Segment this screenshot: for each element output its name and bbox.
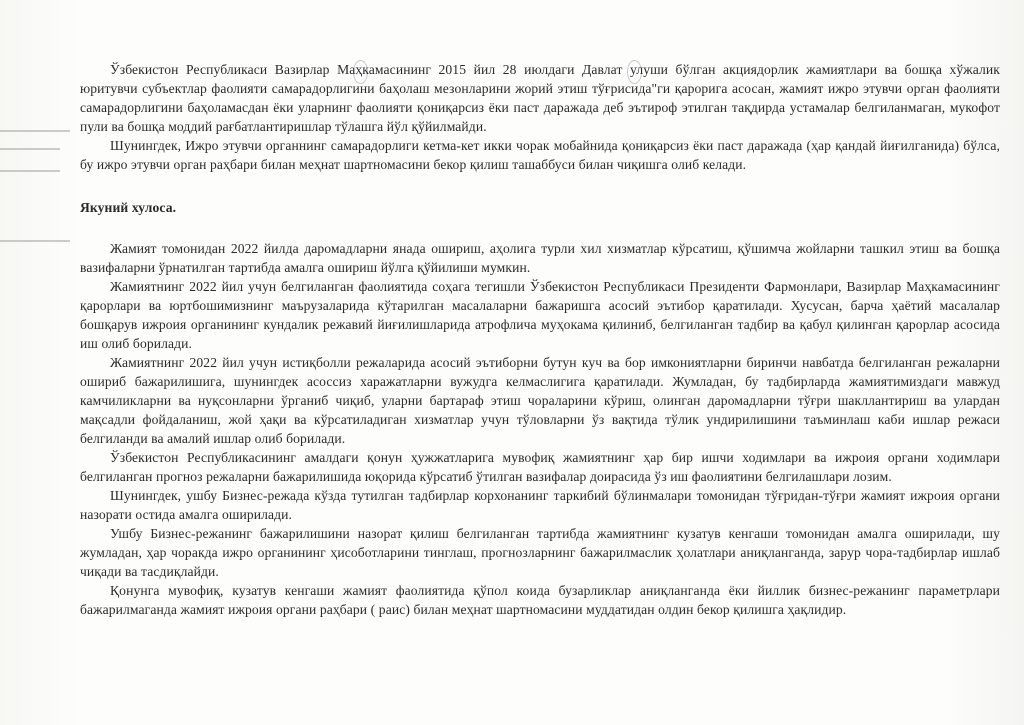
section-heading: Якуний хулоса. — [80, 200, 177, 215]
conclusion-paragraph-1: Жамият томонидан 2022 йилда даромадларни янада ошириш, аҳолига турли хил хизматлар кўрсатиш, қўшимча жойларни ташкил этиш ва бошқа вазифаларни ўрнатилган тартибда амалга ошириш йўлга қўйилиши мумкин. — [80, 241, 1000, 275]
scan-artifact-mark — [0, 170, 60, 172]
intro-paragraph-1: Ўзбекистон Республикаси Вазирлар Маҳкамасининг 2015 йил 28 июлдаги Давлат улуши бўлган акциядорлик жамиятлари ва бошқа хўжалик юритувчи субъектлар фаолияти самарадорлигини баҳолаш мезонларини жорий этиш тўғрисида"ги қарорига асосан, жамият ижро этувчи орган фаолияти самарадорлигини баҳоламасдан ёки уларнинг фаолияти қониқарсиз ёки паст даражада деб эътироф этилган тақдирда устамалар белгиланмаган, мукофот пули ва бошқа моддий рағбатлантиришлар тўлашга йўл қўйилмайди. — [80, 62, 1000, 134]
conclusion-paragraph-6: Ушбу Бизнес-режанинг бажарилишини назорат қилиш белгиланган тартибда жамиятнинг кузатув кенгаши томонидан амалга оширилади, шу жумладан, ҳар чоракда ижро органининг ҳисоботларини тинглаш, прогнозларнинг бажарилмаслик ҳолатлари аниқланганда, зарур чора-тадбирлар ишлаб чиқади ва тасдиқлайди. — [80, 526, 1000, 579]
conclusion-paragraph-3: Жамиятнинг 2022 йил учун истиқболли режаларида асосий эътиборни бутун куч ва бор имкониятларни биринчи навбатда белгиланган режаларни ошириб бажарилишига, шунингдек асоссиз харажатларни вужудга келмаслигига қаратилади. Жумладан, бу тадбирларда жамиятимиздаги мавжуд камчиликларни ва нуқсонларни ўрганиб чиқиб, уларни бартараф этиш чораларини кўриш, олинган даромадларни тўғри шакллантириш ва улардан мақсадли фойдаланиш, жой ҳақи ва кўрсатиладиган хизматлар учун тўловларни ўз вақтида тўлик ундирилишини таъминлаш каби ишлар режаси белгиланди ва амалий ишлар олиб борилади. — [80, 355, 1000, 446]
scan-artifact-mark — [0, 240, 70, 242]
scan-artifact-mark — [0, 148, 60, 150]
conclusion-paragraph-2: Жамиятнинг 2022 йил учун белгиланган фаолиятида соҳага тегишли Ўзбекистон Республикаси Президенти Фармонлари, Вазирлар Маҳкамасининг қарорлари ва юртбошимизнинг маърузаларида кўтарилган масалаларни бажаришга асосий эътибор қаратилади. Хусусан, барча ҳаётий масалалар бошқарув ижроия органининг кундалик режавий йиғилишларида атрофлича муҳокама қилиниб, белгиланган тадбир ва қабул қилинган қарорлар асосида иш олиб борилади. — [80, 279, 1000, 351]
document-body — [80, 60, 1000, 619]
scan-artifact-mark — [0, 130, 70, 132]
conclusion-paragraph-4: Ўзбекистон Республикасининг амалдаги қонун ҳужжатларига мувофиқ жамиятнинг ҳар бир ишчи ходимлари ва ижроия органи ходимлари белгиланган прогноз режаларни бажарилишида юқорида кўрсатиб ўтилган вазифалар доирасида ўз иш фаолиятини белгилашлари лозим. — [80, 450, 1000, 484]
intro-paragraph-2: Шунингдек, Ижро этувчи органнинг самарадорлиги кетма-кет икки чорак мобайнида қониқарсиз ёки паст даражада (ҳар қандай йиғилганида) бўлса, бу ижро этувчи орган раҳбари билан меҳнат шартномасини бекор қилиш ташаббуси билан чиқишга олиб келади. — [80, 138, 1000, 172]
conclusion-paragraph-7: Қонунга мувофиқ, кузатув кенгаши жамият фаолиятида қўпол коида бузарликлар аниқланганда ёки йиллик бизнес-режанинг параметрлари бажарилмаганда жамият ижроия органи раҳбари ( раис) билан меҳнат шартномасини муддатидан олдин бекор қилишга ҳақлидир. — [80, 583, 1000, 617]
conclusion-paragraph-5: Шунингдек, ушбу Бизнес-режада кўзда тутилган тадбирлар корхонанинг таркибий бўлинмалари томонидан тўғридан-тўғри жамият ижроия органи назорати остида амалга оширилади. — [80, 488, 1000, 522]
